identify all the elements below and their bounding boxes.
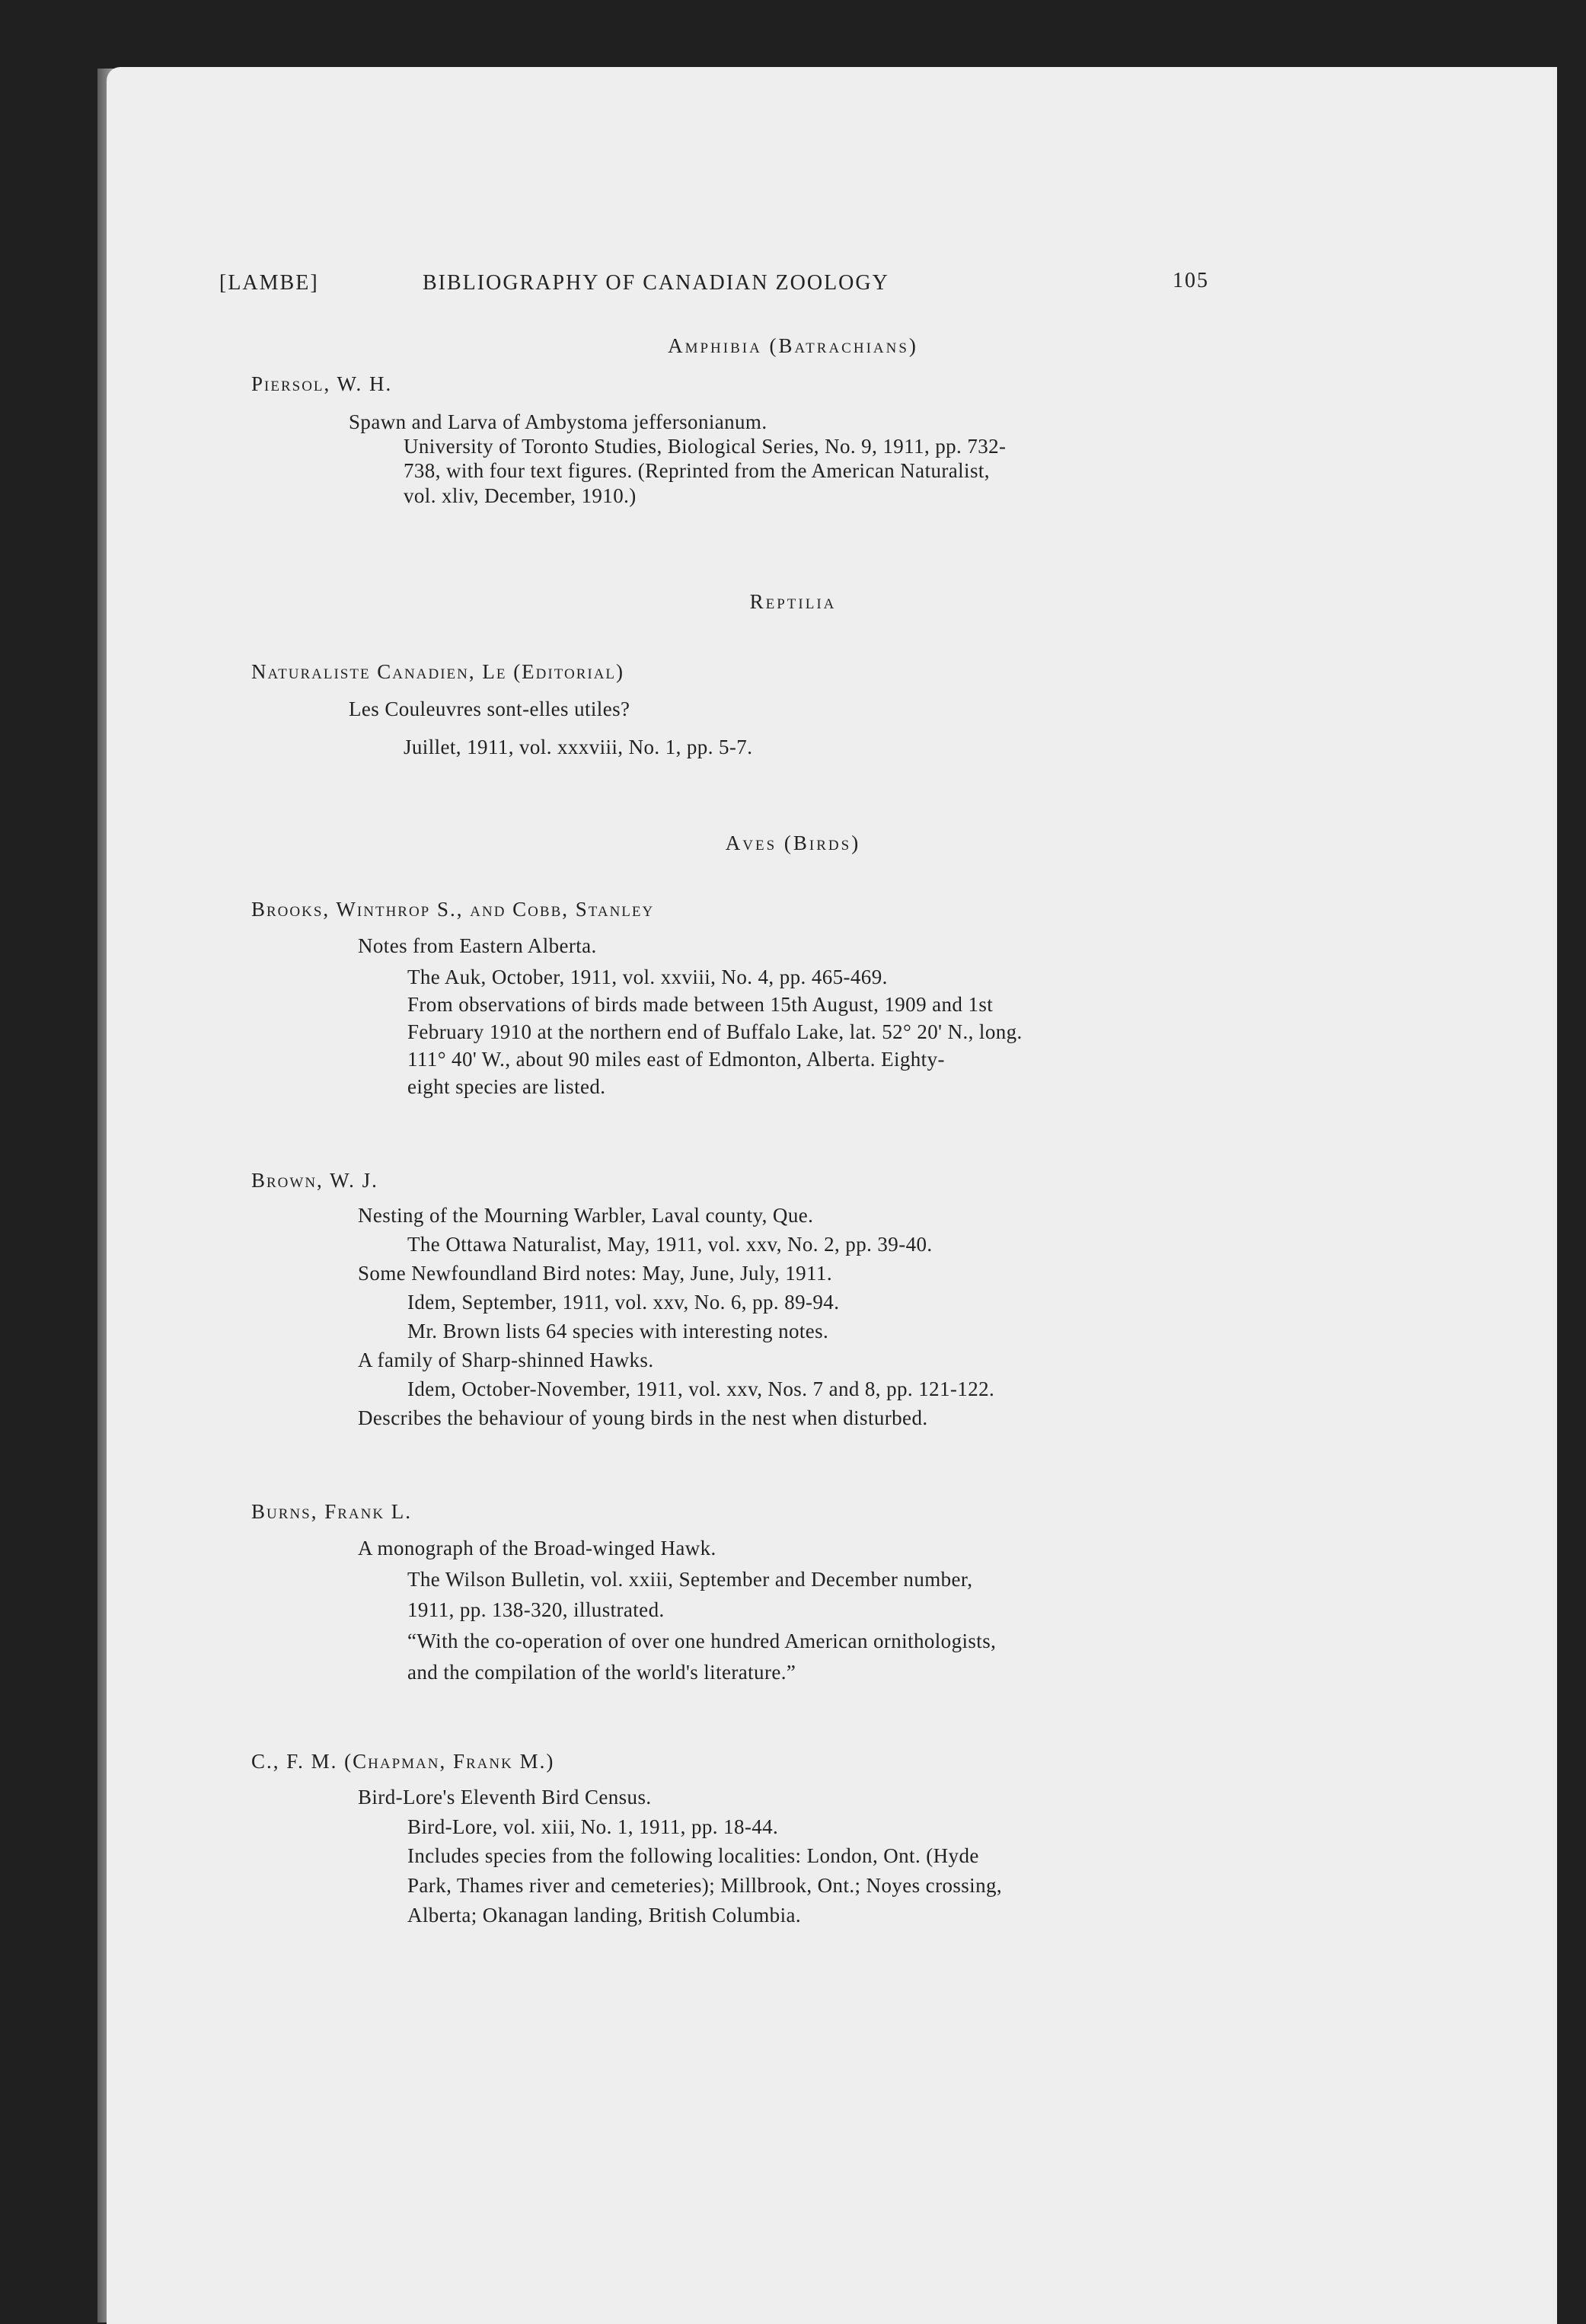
entry-line: The Auk, October, 1911, vol. xxviii, No. 4, pp. 465-469. xyxy=(407,966,888,988)
entry-line: Park, Thames river and cemeteries); Millbrook, Ont.; Noyes crossing, xyxy=(407,1874,1003,1897)
entry-line: and the compilation of the world's literature.” xyxy=(407,1661,796,1684)
section-heading-amphibia: Amphibia (Batrachians) xyxy=(668,334,918,357)
page-number: 105 xyxy=(1173,269,1209,292)
entry-line: Alberta; Okanagan landing, British Columbia. xyxy=(407,1904,802,1927)
entry-line: Idem, October-November, 1911, vol. xxv, Nos. 7 and 8, pp. 121-122. xyxy=(407,1377,995,1400)
entry-title: Bird-Lore's Eleventh Bird Census. xyxy=(358,1786,652,1808)
entry-author: Burns, Frank L. xyxy=(251,1500,413,1523)
entry-line: The Ottawa Naturalist, May, 1911, vol. xxv, No. 2, pp. 39-40. xyxy=(407,1233,933,1256)
entry-line: University of Toronto Studies, Biological Series, No. 9, 1911, pp. 732- xyxy=(404,435,1007,458)
entry-title: A family of Sharp-shinned Hawks. xyxy=(358,1349,654,1371)
entry-line: Describes the behaviour of young birds in the nest when disturbed. xyxy=(358,1406,928,1429)
entry-author: Piersol, W. H. xyxy=(251,372,393,395)
entry-line: vol. xliv, December, 1910.) xyxy=(404,484,637,507)
entry-author: Brooks, Winthrop S., and Cobb, Stanley xyxy=(251,898,655,921)
entry-author: Brown, W. J. xyxy=(251,1169,378,1192)
section-heading-reptilia: Reptilia xyxy=(749,590,837,613)
header-left: [LAMBE] xyxy=(219,271,319,295)
running-title: BIBLIOGRAPHY OF CANADIAN ZOOLOGY xyxy=(423,271,889,295)
entry-line: 738, with four text figures. (Reprinted from the American Naturalist, xyxy=(404,459,990,482)
entry-line: The Wilson Bulletin, vol. xxiii, September and December number, xyxy=(407,1568,973,1591)
entry-title: Nesting of the Mourning Warbler, Laval county, Que. xyxy=(358,1204,814,1227)
entry-author: Naturaliste Canadien, Le (Editorial) xyxy=(251,660,625,683)
entry-line: 1911, pp. 138-320, illustrated. xyxy=(407,1598,665,1621)
entry-line: Bird-Lore, vol. xiii, No. 1, 1911, pp. 18-44. xyxy=(407,1815,779,1838)
entry-line: 111° 40' W., about 90 miles east of Edmonton, Alberta. Eighty- xyxy=(407,1048,945,1071)
entry-line: From observations of birds made between 15th August, 1909 and 1st xyxy=(407,993,994,1016)
entry-line: “With the co-operation of over one hundred American ornithologists, xyxy=(407,1630,997,1652)
entry-line: Mr. Brown lists 64 species with interesting notes. xyxy=(407,1320,829,1342)
entry-line: Idem, September, 1911, vol. xxv, No. 6, pp. 89-94. xyxy=(407,1291,840,1314)
entry-title: A monograph of the Broad-winged Hawk. xyxy=(358,1537,716,1559)
entry-title: Les Couleuvres sont-elles utiles? xyxy=(349,698,630,720)
entry-author: C., F. M. (Chapman, Frank M.) xyxy=(251,1750,555,1773)
entry-title: Some Newfoundland Bird notes: May, June, July, 1911. xyxy=(358,1262,832,1285)
entry-title: Notes from Eastern Alberta. xyxy=(358,934,597,957)
entry-line: Juillet, 1911, vol. xxxviii, No. 1, pp. 5-7. xyxy=(404,736,753,758)
section-heading-aves: Aves (Birds) xyxy=(725,832,861,854)
entry-line: Includes species from the following localities: London, Ont. (Hyde xyxy=(407,1844,979,1867)
entry-line: eight species are listed. xyxy=(407,1075,606,1098)
entry-title: Spawn and Larva of Ambystoma jeffersonianum. xyxy=(349,410,767,433)
entry-line: February 1910 at the northern end of Buffalo Lake, lat. 52° 20' N., long. xyxy=(407,1020,1023,1043)
